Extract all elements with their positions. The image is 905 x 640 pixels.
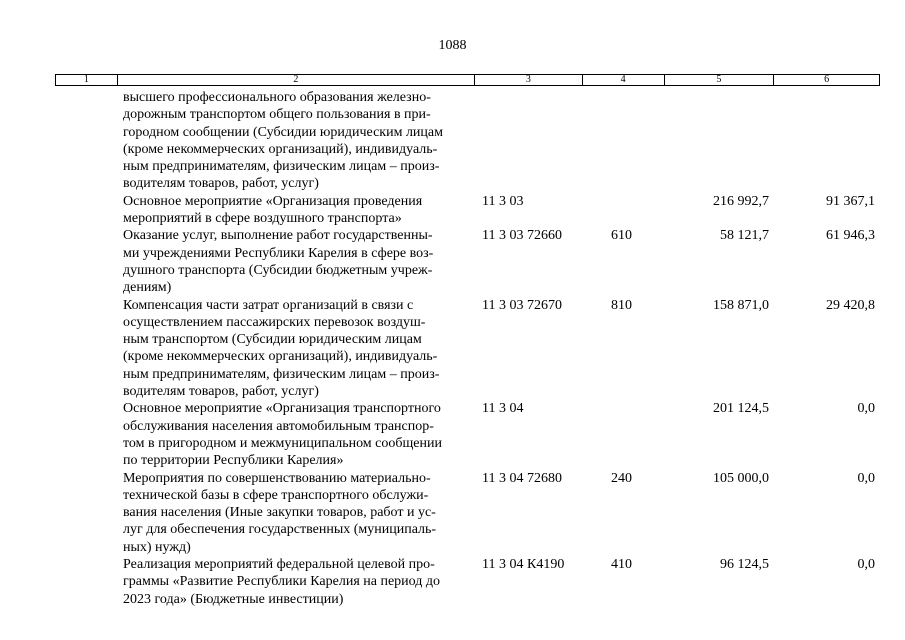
row-description: Мероприятия по совершенствованию материально- технической базы в сфере транспортного обслужи- вания населения (Иные закупки товаров, работ и ус- луг для обеспечения государственных (муниципаль- ных) нужд) xyxy=(123,470,437,555)
column-header-4: 4 xyxy=(583,75,665,85)
column-header-1: 1 xyxy=(56,75,118,85)
table-row xyxy=(0,227,905,296)
row-description: Реализация мероприятий федеральной целевой про- граммы «Развитие Республики Карелия на период до 2023 года» (Бюджетные инвестиции) xyxy=(123,557,441,607)
row-type: 240 xyxy=(611,470,632,486)
table-row xyxy=(0,556,905,608)
row-value-6: 61 946,3 xyxy=(826,228,875,244)
column-header-6: 6 xyxy=(824,74,830,85)
table-body xyxy=(0,89,905,608)
row-description: высшего профессионального образования железно- дорожным транспортом общего пользования в при- городном сообщении (Субсидии юридическим лицам (кроме некоммерческих организаций), индивидуаль- ным предпринимателям, физическим лицам – произ- водителям товаров, работ, услуг) xyxy=(123,90,443,192)
row-description: Компенсация части затрат организаций в связи с осуществлением пассажирских перевозок воздуш- ным транспортом (Субсидии юридическим лицам (кроме некоммерческих организаций), индивидуаль- ным предпринимателям, физическим лицам – произ- водителям товаров, работ, услуг) xyxy=(123,297,440,400)
row-value-6: 0,0 xyxy=(857,470,875,486)
row-type: 810 xyxy=(611,297,632,313)
table-row xyxy=(0,297,905,401)
row-code: 11 3 04 К4190 xyxy=(482,557,565,573)
row-description: Оказание услуг, выполнение работ государственны- ми учреждениями Республики Карелия в сфере воз- душного транспорта (Субсидии бюджетным учреж- дениям) xyxy=(123,228,434,296)
column-header-5: 5 xyxy=(665,75,775,85)
row-value-6: 0,0 xyxy=(857,557,875,573)
row-code: 11 3 03 72660 xyxy=(482,228,562,244)
table-row xyxy=(0,89,905,193)
page-number: 1088 xyxy=(438,38,467,53)
column-header-2: 2 xyxy=(118,75,475,85)
row-code: 11 3 04 xyxy=(482,401,524,417)
table-header xyxy=(55,74,880,86)
row-code: 11 3 03 72670 xyxy=(482,297,562,313)
table-row xyxy=(0,400,905,469)
row-description: Основное мероприятие «Организация проведения мероприятий в сфере воздушного транспорта» xyxy=(123,193,423,227)
row-value-5: 216 992,7 xyxy=(713,193,769,209)
table-row xyxy=(0,193,905,228)
row-value-5: 201 124,5 xyxy=(713,401,769,417)
row-value-6: 29 420,8 xyxy=(826,297,875,313)
row-value-5: 105 000,0 xyxy=(713,470,769,486)
row-code: 11 3 04 72680 xyxy=(482,470,562,486)
row-code: 11 3 03 xyxy=(482,193,524,209)
row-type: 410 xyxy=(611,557,632,573)
row-value-5: 158 871,0 xyxy=(713,297,769,313)
row-value-5: 96 124,5 xyxy=(720,557,769,573)
row-description: Основное мероприятие «Организация транспортного обслуживания населения автомобильным транспор- том в пригородном и межмуниципальном сообщении по территории Республики Карелия» xyxy=(123,401,442,469)
row-value-6: 0,0 xyxy=(857,401,875,417)
row-value-6: 91 367,1 xyxy=(826,193,875,209)
row-type: 610 xyxy=(611,228,632,244)
column-header-3: 3 xyxy=(475,75,583,85)
table-row xyxy=(0,470,905,556)
row-value-5: 58 121,7 xyxy=(720,228,769,244)
